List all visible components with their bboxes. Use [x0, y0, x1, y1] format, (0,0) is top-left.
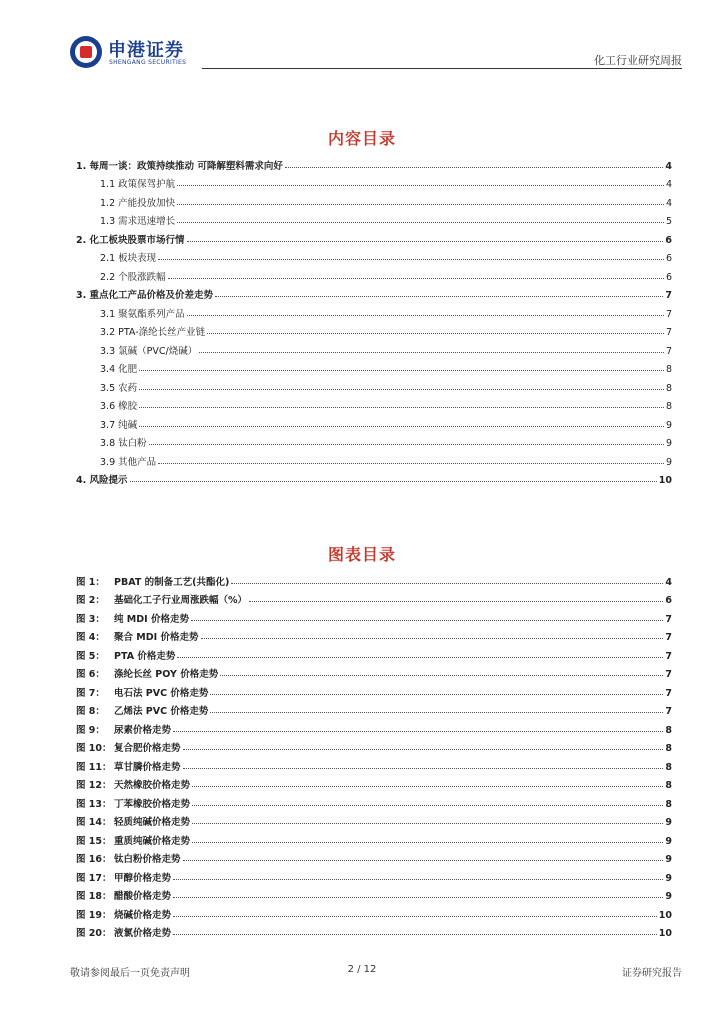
figure-entry-page: 7 — [665, 613, 672, 625]
toc-entry[interactable] — [76, 246, 672, 265]
figure-entry-page: 8 — [665, 780, 672, 791]
figure-entry-page: 8 — [665, 798, 672, 810]
figure-entry-title — [76, 888, 171, 902]
figure-entry[interactable] — [76, 717, 672, 736]
figure-entry[interactable] — [76, 884, 672, 903]
figure-entry-title — [76, 629, 199, 643]
figure-entry-title — [76, 666, 218, 680]
toc-entry-label: 3.6 橡胶 — [100, 401, 138, 412]
figure-number: 图 9： — [76, 724, 105, 736]
figure-entry-title — [76, 685, 208, 699]
toc-entry-label: 2.2 个股涨跌幅 — [100, 271, 166, 283]
page-header — [70, 32, 682, 72]
figure-entry-title — [76, 722, 171, 736]
toc-leader-dots — [199, 352, 664, 353]
figure-label: 轻质纯碱价格走势 — [114, 817, 191, 828]
figure-number: 图 18： — [76, 891, 112, 902]
figure-entry[interactable] — [76, 902, 672, 921]
figure-leader-dots — [191, 620, 663, 621]
page-number: 2 / 12 — [347, 964, 377, 975]
toc-entry-page: 7 — [665, 308, 672, 320]
toc-entry-page: 9 — [665, 438, 672, 449]
figure-entry-title — [76, 870, 171, 884]
toc-entry[interactable] — [76, 320, 672, 339]
toc-leader-dots — [285, 167, 664, 168]
toc-entry-page: 6 — [665, 234, 672, 246]
toc-entry[interactable] — [76, 357, 672, 376]
figure-leader-dots — [173, 916, 657, 917]
figure-label: 电石法 PVC 价格走势 — [114, 687, 209, 699]
toc-entry-label: 2. 化工板块股票市场行情 — [76, 234, 185, 246]
toc-entry-page: 7 — [665, 290, 672, 301]
figure-label: 纯 MDI 价格走势 — [114, 613, 189, 625]
toc-entry-label: 3.1 聚氨酯系列产品 — [100, 308, 185, 320]
toc-entry[interactable] — [76, 172, 672, 191]
figure-entry[interactable] — [76, 810, 672, 829]
toc-entry-label: 3. 重点化工产品价格及价差走势 — [76, 290, 214, 301]
figure-number: 图 4： — [76, 632, 105, 643]
toc-leader-dots — [139, 407, 664, 408]
figure-entry-title — [76, 907, 171, 921]
toc-entry-page: 8 — [665, 401, 672, 412]
figure-leader-dots — [192, 823, 663, 824]
figure-entry[interactable] — [76, 828, 672, 847]
figure-leader-dots — [173, 934, 657, 935]
figure-leader-dots — [173, 879, 663, 880]
toc-entry-page: 10 — [658, 475, 672, 486]
figure-leader-dots — [183, 749, 664, 750]
toc-entry-page: 8 — [665, 382, 672, 394]
figure-number: 图 3： — [76, 613, 105, 625]
figure-label: 钛白粉价格走势 — [114, 854, 181, 865]
figure-number: 图 2： — [76, 595, 105, 606]
figure-label: 涤纶长丝 POY 价格走势 — [114, 669, 219, 680]
toc-entry-page: 4 — [665, 179, 672, 190]
toc-entry[interactable] — [76, 301, 672, 320]
figure-leader-dots — [192, 805, 663, 806]
figure-number: 图 1： — [76, 576, 105, 588]
toc-leader-dots — [177, 222, 664, 223]
toc-leader-dots — [149, 444, 664, 445]
figure-label: 乙烯法 PVC 价格走势 — [114, 706, 209, 717]
figure-list-title: 图表目录 — [327, 545, 396, 564]
figure-entry-title — [76, 592, 247, 606]
figure-leader-dots — [177, 657, 663, 658]
figure-entry-title — [76, 796, 190, 810]
toc-leader-dots — [177, 204, 664, 205]
figure-leader-dots — [249, 601, 663, 602]
figure-leader-dots — [173, 897, 663, 898]
figure-leader-dots — [183, 860, 664, 861]
figure-number: 图 15： — [76, 835, 112, 847]
toc-entry-page: 5 — [665, 216, 672, 227]
figure-entry-page: 7 — [665, 706, 672, 717]
figure-entry[interactable] — [76, 921, 672, 940]
figure-entry[interactable] — [76, 736, 672, 755]
toc-entry-page: 4 — [665, 160, 672, 172]
toc-entry-label: 1.3 需求迅速增长 — [100, 216, 176, 227]
toc-entry[interactable] — [76, 190, 672, 209]
figure-number: 图 14： — [76, 817, 112, 828]
figure-entry-page: 7 — [665, 669, 672, 680]
toc-entry[interactable] — [76, 264, 672, 283]
figure-number: 图 11： — [76, 761, 112, 773]
figure-entry-page: 9 — [665, 817, 672, 828]
toc-entry-label: 3.8 钛白粉 — [100, 438, 147, 449]
figure-entry-page: 8 — [665, 743, 672, 754]
figure-entry[interactable] — [76, 569, 672, 588]
figure-label: 醋酸价格走势 — [114, 891, 172, 902]
figure-number: 图 19： — [76, 909, 112, 921]
toc-entry[interactable] — [76, 412, 672, 431]
figure-entry-page: 10 — [658, 928, 672, 939]
toc-entry-label: 1. 每周一谈：政策持续推动 可降解塑料需求向好 — [76, 160, 283, 172]
figure-label: 聚合 MDI 价格走势 — [114, 632, 199, 643]
toc-entry-label: 1.2 产能投放加快 — [100, 197, 176, 209]
figure-list — [76, 569, 672, 939]
header-divider — [202, 68, 682, 69]
figure-entry-title — [76, 833, 190, 847]
toc-leader-dots — [207, 333, 664, 334]
company-name-cn: 申港证券 — [108, 40, 184, 61]
toc-entry[interactable] — [76, 153, 672, 172]
figure-entry-page: 7 — [665, 650, 672, 662]
figure-label: 烧碱价格走势 — [114, 909, 172, 921]
figure-label: 尿素价格走势 — [114, 724, 172, 736]
toc-entry-label: 3.7 纯碱 — [100, 419, 138, 431]
figure-entry-title — [76, 648, 175, 662]
figure-number: 图 7： — [76, 687, 105, 699]
company-name-en: SHENGANG SECURITIES — [109, 59, 187, 66]
figure-entry-title — [76, 611, 189, 625]
toc-entry-page: 9 — [665, 419, 672, 431]
figure-number: 图 13： — [76, 798, 112, 810]
toc-entry-label: 2.1 板块表现 — [100, 253, 157, 264]
figure-label: 基础化工子行业周涨跌幅（%） — [114, 595, 248, 606]
figure-entry[interactable] — [76, 625, 672, 644]
figure-leader-dots — [231, 583, 663, 584]
toc-entry-page: 4 — [665, 197, 672, 209]
figure-label: 液氯价格走势 — [114, 928, 172, 939]
figure-entry-page: 9 — [665, 854, 672, 865]
figure-entry[interactable] — [76, 680, 672, 699]
figure-entry-title — [76, 703, 208, 717]
toc-entry-page: 8 — [665, 364, 672, 375]
toc-leader-dots — [187, 315, 664, 316]
figure-leader-dots — [192, 842, 663, 843]
toc-entry-page: 6 — [665, 271, 672, 283]
toc-entry-label: 3.4 化肥 — [100, 364, 138, 375]
figure-number: 图 10： — [76, 743, 112, 754]
table-of-contents — [76, 153, 672, 486]
figure-entry[interactable] — [76, 699, 672, 718]
toc-entry-label: 1.1 政策保驾护航 — [100, 179, 176, 190]
toc-entry-label: 3.3 氯碱（PVC/烧碱） — [100, 345, 198, 357]
figure-entry-page: 4 — [665, 576, 672, 588]
toc-leader-dots — [139, 426, 664, 427]
figure-number: 图 16： — [76, 854, 112, 865]
toc-entry-label: 3.5 农药 — [100, 382, 138, 394]
figure-label: 重质纯碱价格走势 — [114, 835, 191, 847]
footer-report-label: 证券研究报告 — [622, 968, 682, 979]
figure-label: 天然橡胶价格走势 — [114, 780, 191, 791]
toc-entry[interactable] — [76, 431, 672, 450]
figure-entry[interactable] — [76, 754, 672, 773]
figure-entry-page: 6 — [665, 595, 672, 606]
toc-title: 内容目录 — [327, 129, 396, 148]
figure-entry[interactable] — [76, 847, 672, 866]
figure-entry[interactable] — [76, 791, 672, 810]
figure-number: 图 6： — [76, 669, 105, 680]
toc-entry-label: 4. 风险提示 — [76, 475, 128, 486]
toc-entry[interactable] — [76, 394, 672, 413]
figure-entry[interactable] — [76, 606, 672, 625]
figure-number: 图 5： — [76, 650, 105, 662]
figure-entry-title — [76, 740, 181, 754]
toc-leader-dots — [158, 463, 664, 464]
figure-leader-dots — [220, 675, 663, 676]
figure-number: 图 8： — [76, 706, 105, 717]
figure-entry-page: 9 — [665, 835, 672, 847]
figure-label: PBAT 的制备工艺(共酯化) — [114, 576, 230, 588]
figure-entry[interactable] — [76, 662, 672, 681]
figure-leader-dots — [210, 712, 663, 713]
figure-entry-title — [76, 777, 190, 791]
figure-label: 复合肥价格走势 — [114, 743, 181, 754]
toc-leader-dots — [215, 296, 663, 297]
company-logo-icon — [70, 36, 102, 68]
figure-entry-page: 8 — [665, 761, 672, 773]
toc-entry-page: 7 — [665, 345, 672, 357]
toc-entry-page: 6 — [665, 253, 672, 264]
report-type: 化工行业研究周报 — [594, 54, 682, 67]
toc-entry[interactable] — [76, 283, 672, 302]
figure-leader-dots — [210, 694, 663, 695]
figure-entry[interactable] — [76, 773, 672, 792]
figure-entry-title — [76, 814, 190, 828]
toc-entry-label: 3.9 其他产品 — [100, 456, 157, 468]
toc-entry[interactable] — [76, 209, 672, 228]
figure-leader-dots — [192, 786, 663, 787]
figure-entry-page: 7 — [665, 687, 672, 699]
toc-leader-dots — [177, 185, 664, 186]
figure-leader-dots — [183, 768, 664, 769]
toc-entry-page: 9 — [665, 456, 672, 468]
figure-label: 甲醇价格走势 — [114, 872, 172, 884]
figure-number: 图 20： — [76, 928, 112, 939]
figure-entry-title — [76, 925, 171, 939]
figure-entry-page: 8 — [665, 724, 672, 736]
figure-number: 图 12： — [76, 780, 112, 791]
toc-leader-dots — [168, 278, 664, 279]
figure-entry[interactable] — [76, 588, 672, 607]
toc-entry[interactable] — [76, 227, 672, 246]
figure-entry-title — [76, 851, 181, 865]
figure-number: 图 17： — [76, 872, 112, 884]
toc-entry[interactable] — [76, 468, 672, 487]
figure-entry[interactable] — [76, 643, 672, 662]
toc-leader-dots — [158, 259, 664, 260]
toc-leader-dots — [139, 389, 664, 390]
toc-entry[interactable] — [76, 338, 672, 357]
figure-entry-page: 10 — [658, 909, 672, 921]
toc-entry-label: 3.2 PTA-涤纶长丝产业链 — [100, 327, 206, 338]
toc-entry-page: 7 — [665, 327, 672, 338]
toc-entry[interactable] — [76, 449, 672, 468]
figure-leader-dots — [201, 638, 664, 639]
figure-label: PTA 价格走势 — [114, 650, 176, 662]
figure-entry-page: 9 — [665, 872, 672, 884]
figure-entry[interactable] — [76, 865, 672, 884]
toc-leader-dots — [139, 370, 664, 371]
figure-leader-dots — [173, 731, 663, 732]
figure-label: 丁苯橡胶价格走势 — [114, 798, 191, 810]
figure-entry-page: 7 — [665, 632, 672, 643]
toc-leader-dots — [187, 241, 664, 242]
figure-label: 草甘膦价格走势 — [114, 761, 181, 773]
toc-entry[interactable] — [76, 375, 672, 394]
footer-disclaimer: 敬请参阅最后一页免责声明 — [70, 968, 190, 979]
figure-entry-page: 9 — [665, 891, 672, 902]
figure-entry-title — [76, 759, 181, 773]
figure-entry-title — [76, 574, 229, 588]
toc-leader-dots — [130, 481, 657, 482]
